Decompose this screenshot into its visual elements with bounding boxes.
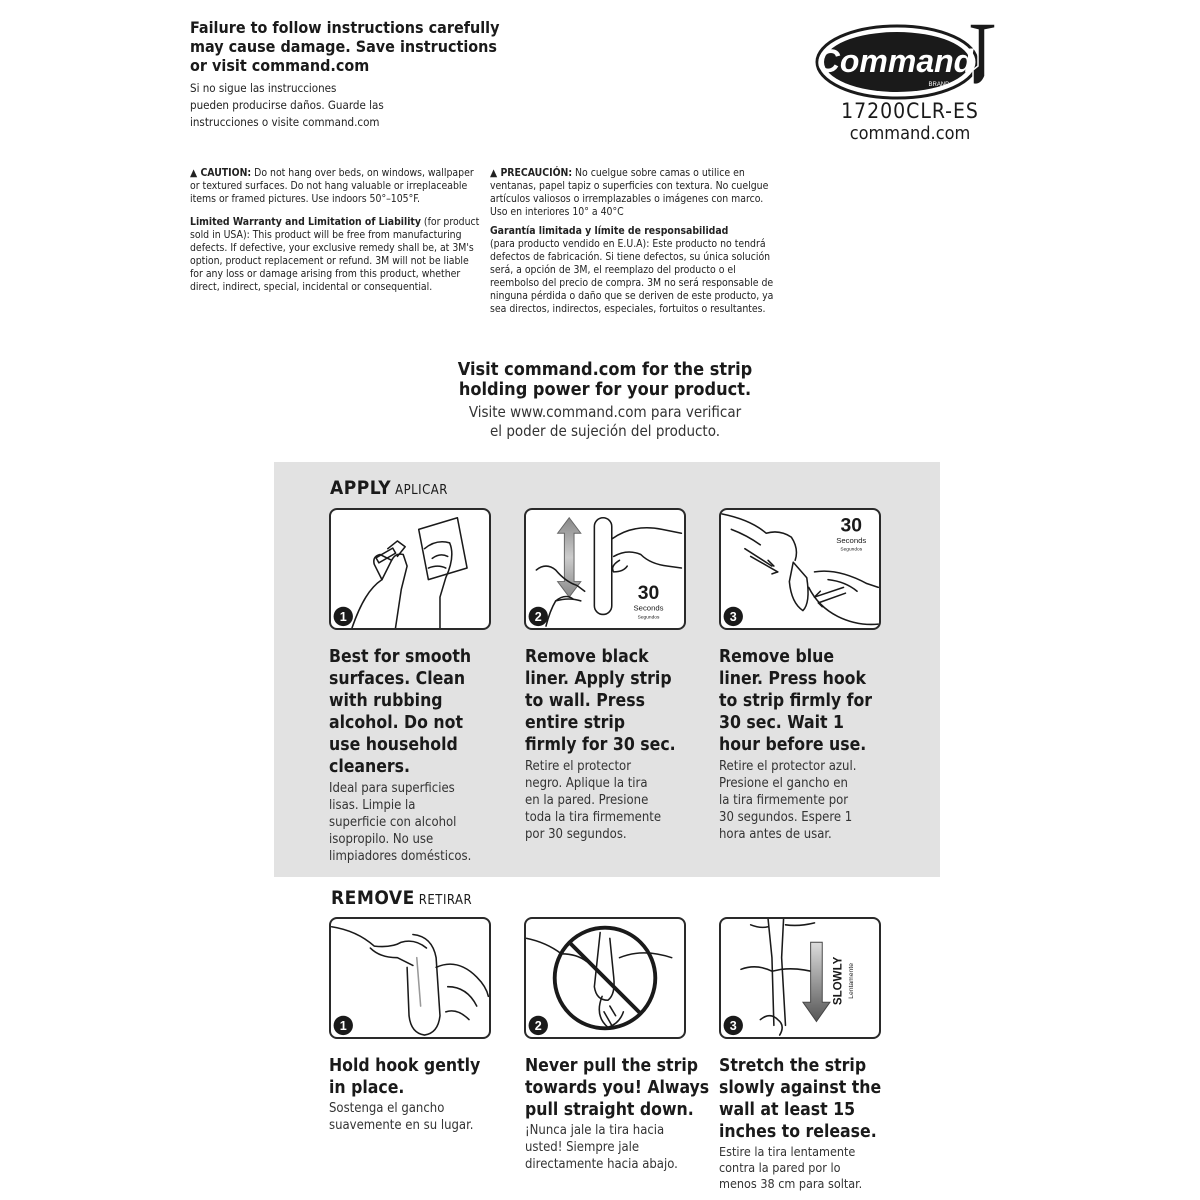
warranty-en-text: (for product sold in USA): This product will be free from manufacturing defects. If defective, your exclusive remedy shall be, at 3M's option, product replacement or refund. 3M will not be liable for any loss or damage arising from this product, whether direct, indirect, special, incidental or consequential.: [190, 216, 480, 293]
warning-english: Failure to follow instructions carefully may cause damage. Save instructions or visit command.com: [190, 18, 500, 75]
brand-name: Command: [816, 43, 974, 79]
warranty-en: [190, 216, 482, 294]
apply-step-3-text-es: Retire el protector azul. Presione el gancho en la tira firmemente por 30 segundos. Espere 1 hora antes de usar.: [719, 759, 857, 842]
warranty-es-heading: Garantía limitada y límite de responsabilidad: [490, 225, 729, 237]
caution-es-text: No cuelgue sobre camas o utilice en ventanas, papel tapiz o superficies con textura. No cuelgue artículos valiosos o irremplazables o imágenes con marco. Uso en interiores 10° a 40°C: [490, 167, 769, 218]
remove-title: REMOVE: [331, 887, 415, 909]
step-number: 1: [339, 1019, 347, 1034]
remove-step-3-text-es: Estire la tira lentamente contra la pared por lo menos 38 cm para soltar.: [719, 1144, 863, 1191]
visit-spanish: Visite www.command.com para verificar el poder de sujeción del producto.: [468, 403, 742, 440]
timer-unit-en: Seconds: [836, 535, 867, 545]
caution-en-text: Do not hang over beds, on windows, wallpaper or textured surfaces. Do not hang valuable or irreplaceable items or framed pictures. Use indoors 50°–105°F.: [190, 167, 474, 205]
warranty-es-text: (para producto vendido en E.U.A): Este producto no tendrá defectos de fabricación. Si tiene defectos, su única solución será, a opción de 3M, el reemplazo del producto o el reembolso del precio de compra. 3M no será responsable de ninguna pérdida o daño que se deriven de este producto, ya sea directos, indirectos, especiales, fortuitos o resultantes.: [490, 238, 774, 315]
model-number: 17200CLR-ES: [841, 99, 979, 123]
remove-step-3-illustration: [719, 917, 881, 1039]
command-brand-logo: [815, 18, 1005, 104]
warranty-en-heading: Limited Warranty and Limitation of Liability: [190, 216, 421, 228]
spanish-notices: [490, 167, 782, 316]
apply-title: APPLY: [330, 477, 392, 499]
caution-en: [190, 167, 482, 206]
remove-step-1-text-en: Hold hook gently in place.: [329, 1056, 481, 1098]
apply-step-1-illustration: [329, 508, 491, 630]
remove-step-2-text-en: Never pull the strip towards you! Always pull straight down.: [525, 1056, 710, 1120]
apply-step-2-text-en: Remove black liner. Apply strip to wall. Press entire strip firmly for 30 sec.: [525, 647, 676, 755]
apply-step-2-illustration: [524, 508, 686, 630]
timer-unit-es: Segundos: [840, 547, 863, 553]
warning-spanish: Si no sigue las instrucciones pueden producirse daños. Guarde las instrucciones o visite command.com: [190, 81, 384, 129]
apply-step-1-text-es: Ideal para superficies lisas. Limpie la superficie con alcohol isopropilo. No use limpiadores domésticos.: [329, 781, 472, 864]
remove-subtitle: RETIRAR: [418, 893, 473, 908]
apply-step-3-illustration: [719, 508, 881, 630]
apply-step-2-text-es: Retire el protector negro. Aplique la tira en la pared. Presione toda la tira firmemente por 30 segundos.: [525, 759, 662, 842]
remove-step-3-text-en: Stretch the strip slowly against the wall at least 15 inches to release.: [719, 1056, 882, 1142]
remove-step-2-text-es: ¡Nunca jale la tira hacia usted! Siempre jale directamente hacia abajo.: [525, 1123, 678, 1172]
caution-es-heading: ▲ PRECAUCIÓN:: [490, 167, 573, 179]
timer-number: 30: [840, 514, 863, 537]
timer-unit-es: Segundos: [637, 615, 660, 621]
step-number: 3: [729, 610, 737, 625]
slowly-label: SLOWLY: [831, 956, 845, 1006]
apply-subtitle: APLICAR: [395, 483, 448, 498]
step-number: 1: [339, 610, 347, 625]
english-notices: [190, 167, 482, 294]
timer-unit-en: Seconds: [633, 603, 664, 613]
timer-number: 30: [637, 581, 660, 604]
step-number: 2: [534, 610, 542, 625]
step-number: 3: [729, 1019, 737, 1034]
apply-step-1-text-en: Best for smooth surfaces. Clean with rubbing alcohol. Do not use household cleaners.: [329, 647, 472, 777]
brand-sub: BRAND: [928, 82, 950, 88]
remove-step-1-text-es: Sostenga el gancho suavemente en su lugar.: [329, 1101, 474, 1133]
lentamente-label: Lentamente: [848, 963, 856, 999]
warranty-es: [490, 225, 782, 316]
apply-heading: [330, 477, 448, 499]
caution-es: [490, 167, 782, 219]
visit-english: Visit command.com for the strip holding power for your product.: [457, 359, 753, 400]
website: command.com: [849, 123, 971, 144]
remove-step-1-illustration: [329, 917, 491, 1039]
remove-heading: [331, 887, 472, 909]
caution-en-heading: ▲ CAUTION:: [190, 167, 252, 179]
apply-step-3-text-en: Remove blue liner. Press hook to strip firmly for 30 sec. Wait 1 hour before use.: [719, 647, 873, 755]
step-number: 2: [534, 1019, 542, 1034]
remove-step-2-illustration: [524, 917, 686, 1039]
